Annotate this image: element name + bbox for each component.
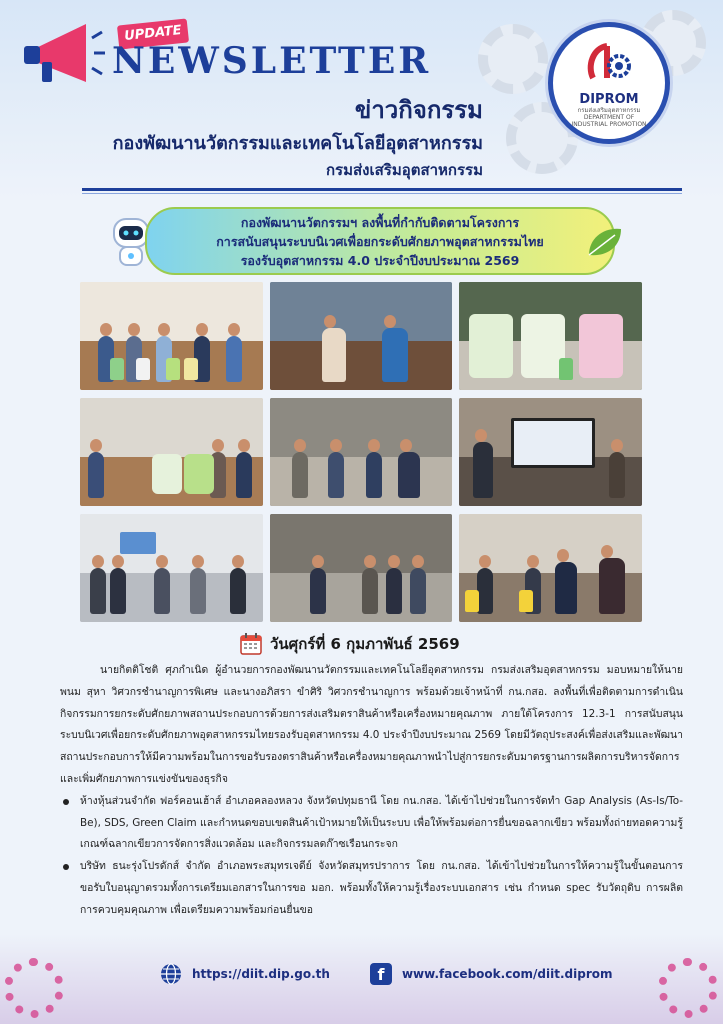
header-divider-thin [82, 193, 682, 194]
banner-line-3: รองรับอุตสาหกรรม 4.0 ประจำปีงบประมาณ 2569 [240, 252, 520, 268]
banner-line-1: กองพัฒนานวัตกรรมฯ ลงพื้นที่กำกับติดตามโครงการ [240, 214, 520, 230]
company-list [60, 791, 683, 922]
photo-two-women [270, 282, 452, 390]
photo-group-with-products [80, 282, 263, 390]
footer-links [160, 962, 613, 986]
website-link[interactable]: https://diit.dip.go.th [192, 967, 330, 981]
facebook-icon: f [370, 963, 392, 985]
department-name: กรมส่งเสริมอุตสาหกรรม [325, 161, 483, 179]
headline-banner [145, 207, 615, 275]
calendar-icon [240, 633, 262, 655]
photo-collage [80, 282, 642, 622]
photo-meeting-table [80, 398, 263, 506]
leaf-icon [585, 225, 625, 261]
newsletter-title: NEWSLETTER [112, 40, 432, 82]
logo-subtitle: กรมส่งเสริมอุตสาหกรรม DEPARTMENT OF INDUSTRIAL PROMOTION [571, 107, 647, 128]
photo-factory-visit [270, 398, 452, 506]
photo-office-training [80, 514, 263, 622]
globe-icon [160, 963, 182, 985]
banner-line-2: การสนับสนุนระบบนิเวศเพื่อยกระดับศักยภาพอุตสาหกรรมไทย [216, 233, 544, 249]
photo-presentation-screen [459, 398, 642, 506]
logo-name: DIPROM [579, 92, 639, 107]
facebook-link[interactable]: www.facebook.com/diit.diprom [401, 967, 613, 981]
diprom-emblem-icon [583, 38, 635, 90]
photo-warehouse-walk [270, 514, 452, 622]
flower-decoration [658, 958, 718, 1018]
list-item: ห้างหุ้นส่วนจำกัด ฟอร์คอนเฮ้าส์ อำเภอคลองหลวง จังหวัดปทุมธานี โดย กน.กสอ. ได้เข้าไปช่วยในการจัดทำ Gap Analysis (As-Is/To-Be), SDS, Green Claim และกำหนดขอบเขตสินค้าเป้าหมายให้เป็นระบบ เพื่อให้พร้อมต่อการยื่นขอฉลากเขียว พร้อมทั้งถ่ายทอดความรู้เกณฑ์ฉลากเขียวการจัดการสิ่งแวดล้อม และกิจกรรมลดก๊าซเรือนกระจก [60, 791, 683, 856]
division-name: กองพัฒนานวัตกรรมและเทคโนโลยีอุตสาหกรรม [112, 133, 483, 154]
date-text: วันศุกร์ที่ 6 กุมภาพันธ์ 2569 [270, 635, 460, 653]
diprom-logo [548, 22, 670, 144]
flower-decoration [4, 958, 64, 1018]
article-body [60, 660, 683, 922]
list-item: บริษัท ธนะรุ่งโปรดักส์ จำกัด อำเภอพระสมุทรเจดีย์ จังหวัดสมุทรปราการ โดย กน.กสอ. ได้เข้าไปช่วยในการให้ความรู้ในขั้นตอนการขอรับใบอนุญาตรวมทั้งการเตรียมเอกสารในการขอ มอก. พร้อมทั้งให้ความรู้เรื่องระบบเอกสาร เช่น กำหนด spec รับวัตถุดิบ การผลิต การควบคุมคุณภาพ เพื่อเตรียมความพร้อมก่อนยื่นขอ [60, 856, 683, 921]
gear-decoration [478, 24, 548, 94]
page-title: ข่าวกิจกรรม [354, 96, 483, 124]
photo-cleaning-products [459, 282, 642, 390]
photo-discussion-table [459, 514, 642, 622]
megaphone-icon [20, 20, 106, 90]
header-divider [82, 188, 682, 191]
article-paragraph: นายกิตติโชติ ศุภกำเนิด ผู้อำนวยการกองพัฒนานวัตกรรมและเทคโนโลยีอุตสาหกรรม กรมส่งเสริมอุตสาหกรรม มอบหมายให้นายพนม สุหา วิศวกรชำนาญการพิเศษ และนางอภิสรา ขำศิริ วิศวกรชำนาญการ พร้อมด้วยเจ้าหน้าที่ กน.กสอ. ลงพื้นที่เพื่อติดตามการดำเนินกิจกรรมการยกระดับศักยภาพสถานประกอบการด้วยการส่งเสริมตราสินค้าหรือเครื่องหมายคุณภาพ ภายใต้โครงการ 12.3-1 การสนับสนุนระบบนิเวศเพื่อยกระดับศักยภาพอุตสาหกรรมไทยรองรับอุตสาหกรรม 4.0 ประจำปีงบประมาณ 2569 โดยมีวัตถุประสงค์เพื่อส่งเสริมและพัฒนาสถานประกอบการให้มีความพร้อมในการขอรับรองตราสินค้าหรือเครื่องหมายคุณภาพนำไปสู่การยกระดับมาตรฐานการผลิตการบริหารจัดการและเพิ่มศักยภาพการแข่งขันของธุรกิจ [60, 664, 683, 785]
event-date [240, 632, 460, 656]
update-tag: UPDATE [117, 18, 189, 49]
